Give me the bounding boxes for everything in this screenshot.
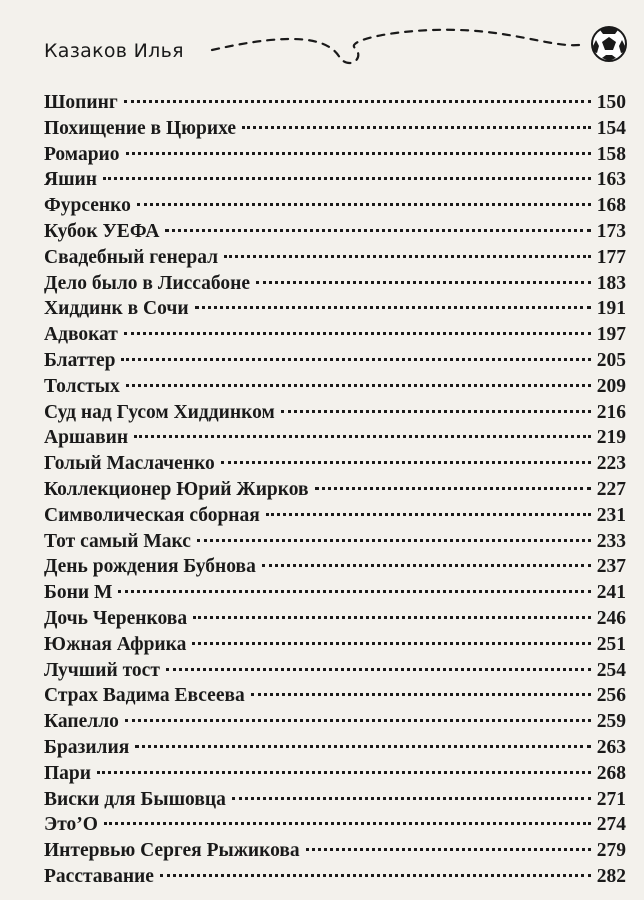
toc-entry [44,709,626,735]
page-number: 150 [596,92,626,113]
chapter-title: Страх Вадима Евсеева [44,685,245,707]
chapter-title: Хиддинк в Сочи [44,298,189,320]
chapter-title: Голый Маслаченко [44,453,215,475]
page-number: 282 [596,865,626,887]
dot-leader [251,693,591,696]
toc-entry [44,761,626,787]
dot-leader [306,848,591,851]
chapter-title: Яшин [44,169,98,191]
toc-entry [44,864,626,890]
toc-entry [44,374,626,400]
page-number: 177 [596,246,626,268]
dot-leader [118,590,590,593]
dot-leader [126,152,591,155]
toc-entry [44,451,626,477]
chapter-title: Толстых [44,375,120,397]
chapter-title: Суд над Гусом Хиддинком [44,401,275,423]
chapter-title: Расставание [44,865,154,887]
soccer-ball-icon [592,27,626,61]
chapter-title: Коллекционер Юрий Жирков [44,478,309,500]
chapter-title: Это’О [44,814,98,836]
page-header [0,0,644,80]
author-name: Казаков Илья [44,40,184,62]
chapter-title: Ромарио [44,143,120,165]
page-number: 268 [596,762,626,784]
page-number: 158 [596,143,626,165]
dot-leader [104,822,591,825]
toc-entry [44,322,626,348]
chapter-title: Бони М [44,582,113,604]
chapter-title: Лучший тост [44,659,160,681]
dot-leader [137,203,591,206]
chapter-title: Свадебный генерал [44,246,219,268]
toc-entry [44,90,626,116]
page-number: 154 [596,117,626,139]
chapter-title: Блаттер [44,349,116,371]
dot-leader [242,126,591,129]
page-number: 223 [596,453,626,475]
page-number: 168 [596,195,626,217]
dot-leader [193,616,591,619]
toc-entry [44,606,626,632]
dot-leader [224,255,591,258]
toc-entry [44,477,626,503]
page-number: 219 [596,427,626,449]
chapter-title: Символическая сборная [44,504,260,526]
dot-leader [124,332,591,335]
dot-leader [165,229,590,232]
dot-leader [125,719,591,722]
toc-entry [44,632,626,658]
chapter-title: Капелло [44,711,119,733]
toc-entry [44,348,626,374]
chapter-title: Аршавин [44,427,129,449]
chapter-title: Фурсенко [44,195,131,217]
chapter-title: Адвокат [44,324,118,346]
dot-leader [166,668,591,671]
page-number: 246 [596,607,626,629]
toc-entry [44,503,626,529]
page-number: 233 [596,530,626,552]
page-number: 256 [596,685,626,707]
toc-entry [44,658,626,684]
chapter-title: Тот самый Макс [44,530,191,552]
dot-leader [221,461,591,464]
page-number: 197 [596,324,626,346]
toc-entry [44,787,626,813]
dot-leader [124,100,591,103]
dot-leader [195,306,591,309]
chapter-title: День рождения Бубнова [44,556,256,578]
dot-leader [192,642,590,645]
page-number: 163 [596,169,626,191]
dot-leader [232,797,591,800]
toc-entry [44,812,626,838]
toc-entry [44,554,626,580]
page-number: 183 [596,272,626,294]
page-number: 205 [596,349,626,371]
dot-leader [160,874,591,877]
chapter-title: Пари [44,762,91,784]
page-number: 274 [596,814,626,836]
toc-entry [44,116,626,142]
page-number: 259 [596,711,626,733]
page-number: 263 [596,736,626,758]
toc-entry [44,683,626,709]
page-number: 191 [596,298,626,320]
toc-entry [44,245,626,271]
chapter-title: Бразилия [44,736,130,758]
dot-leader [262,564,591,567]
toc-entry [44,167,626,193]
page-number: 237 [596,556,626,578]
dot-leader [315,487,591,490]
toc-entry [44,271,626,297]
toc-entry [44,529,626,555]
chapter-title: Похищение в Цюрихе [44,117,237,139]
toc-entry [44,580,626,606]
toc-entry [44,193,626,219]
dot-leader [126,384,591,387]
page-number: 271 [596,788,626,810]
dot-leader [134,435,591,438]
chapter-title: Дело было в Лиссабоне [44,272,251,294]
dot-leader [97,771,591,774]
chapter-title: Интервью Сергея Рыжикова [44,840,300,862]
toc-entry [44,400,626,426]
toc-entry [44,425,626,451]
chapter-title: Шопинг [44,92,118,113]
dot-leader [135,745,590,748]
page-number: 254 [596,659,626,681]
dot-leader [103,177,591,180]
dot-leader [281,410,591,413]
table-of-contents [44,90,626,890]
page-number: 279 [596,840,626,862]
page-number: 173 [596,220,626,242]
dot-leader [197,539,591,542]
toc-entry [44,838,626,864]
dot-leader [121,358,590,361]
page-number: 227 [596,478,626,500]
ball-trail-decoration [0,0,644,80]
toc-entry [44,219,626,245]
toc-entry [44,142,626,168]
dot-leader [256,281,591,284]
page-number: 251 [596,633,626,655]
dot-leader [266,513,591,516]
toc-entry [44,735,626,761]
page-number: 216 [596,401,626,423]
page-number: 209 [596,375,626,397]
page-number: 241 [596,582,626,604]
chapter-title: Кубок УЕФА [44,220,160,242]
chapter-title: Южная Африка [44,633,187,655]
chapter-title: Виски для Бышовца [44,788,226,810]
chapter-title: Дочь Черенкова [44,607,188,629]
toc-entry [44,296,626,322]
page-number: 231 [596,504,626,526]
